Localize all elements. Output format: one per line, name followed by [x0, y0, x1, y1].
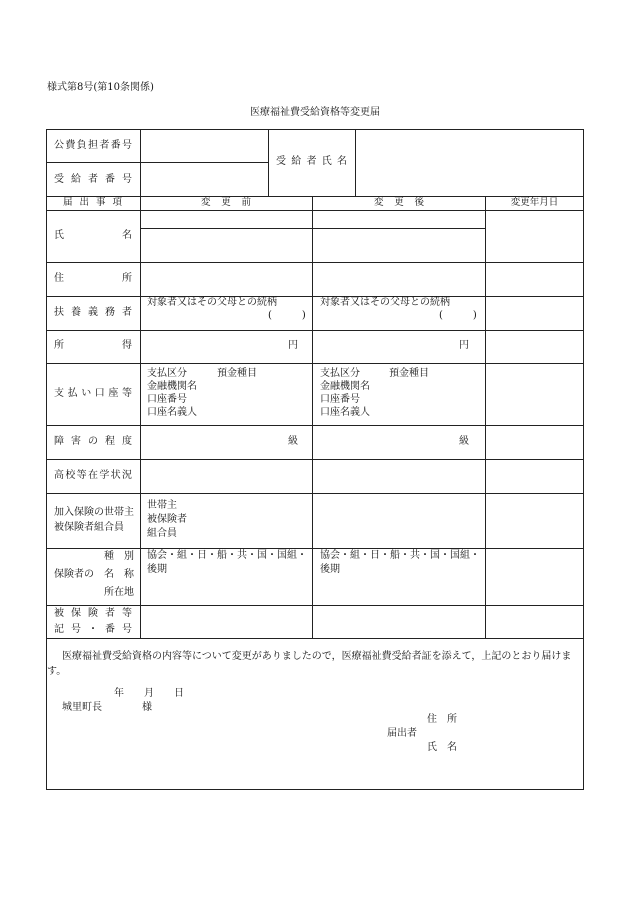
declaration-address-label: 住所 [427, 714, 457, 725]
row-label-insurer-prefix: 保険者の [54, 569, 94, 580]
rule-before-after [312, 196, 313, 638]
form-number: 様式第8号(第10条関係) [47, 82, 154, 93]
declaration-applicant-label: 届出者 [387, 728, 417, 739]
row-label-name: 氏名 [54, 230, 132, 241]
after-guardian-paren: ( ) [439, 310, 477, 321]
rule-columns-bottom [46, 210, 584, 211]
after-deposit-type: 預金種目 [389, 368, 429, 379]
row-label-insurer-address: 所在地 [104, 587, 134, 598]
before-bank-name: 金融機関名 [147, 381, 197, 392]
row-label-insured-line1: 加入保険の世帯主 [54, 507, 134, 518]
declaration-honorific: 様 [142, 702, 152, 713]
before-guardian-paren: ( ) [268, 310, 306, 321]
after-bank-name: 金融機関名 [320, 381, 370, 392]
after-insurer-options: 協会・組・日・船・共・国・国組・ [320, 550, 480, 561]
recipient-number-label: 受給者番号 [54, 174, 132, 185]
after-payment-category: 支払区分 [320, 368, 360, 379]
declaration-statement: 医療福祉費受給資格の内容等について変更がありましたので，医療福祉費受給者証を添えて，上記のとおり届けます。 [47, 651, 572, 677]
before-disability-unit: 級 [288, 436, 298, 447]
after-insurer-options-2: 後期 [320, 564, 340, 575]
after-guardian-relationship: 対象者又はその父母との続柄 [320, 297, 450, 308]
row-label-address: 住所 [54, 273, 132, 284]
row-label-school: 高校等在学状況 [54, 470, 132, 481]
after-disability-unit: 級 [459, 436, 469, 447]
declaration-name-label: 氏名 [427, 742, 457, 753]
before-insured-person: 被保険者 [147, 514, 187, 525]
after-account-holder: 口座名義人 [320, 407, 370, 418]
rule-date-column [485, 196, 486, 638]
rule-header-col [355, 129, 356, 196]
before-account-number: 口座番号 [147, 394, 187, 405]
row-label-insurer-type: 種別 [104, 551, 134, 562]
rule-row [46, 262, 584, 263]
before-payment-category: 支払区分 [147, 368, 187, 379]
rule-label-column [140, 129, 141, 638]
rule-row [46, 548, 584, 549]
payer-number-label: 公費負担者番号 [54, 140, 132, 151]
after-income-unit: 円 [459, 340, 469, 351]
declaration-month: 月 [144, 688, 154, 699]
row-label-guardian: 扶養義務者 [54, 307, 132, 318]
row-label-insured-line2: 被保険者組合員 [54, 522, 124, 533]
form-title: 医療福祉費受給資格等変更届 [250, 107, 380, 118]
rule-table-bottom [46, 638, 584, 639]
before-insurer-options-2: 後期 [147, 564, 167, 575]
column-after: 変更後 [374, 197, 424, 208]
before-income-unit: 円 [288, 340, 298, 351]
before-insurer-options: 協会・組・日・船・共・国・国組・ [147, 550, 307, 561]
rule-row [46, 330, 584, 331]
declaration-addressee: 城里町長 [62, 702, 102, 713]
declaration-year: 年 [114, 688, 124, 699]
before-insured-household-head: 世帯主 [147, 500, 177, 511]
column-item: 届出事項 [63, 197, 122, 208]
column-before: 変更前 [201, 197, 251, 208]
rule-row [46, 459, 584, 460]
recipient-name-label: 受給者氏名 [276, 156, 347, 167]
rule-row [46, 296, 584, 297]
column-date: 変更年月日 [510, 197, 559, 208]
before-guardian-relationship: 対象者又はその父母との続柄 [147, 297, 277, 308]
row-label-insurer-name: 名称 [104, 569, 134, 580]
rule-row [46, 493, 584, 494]
row-label-disability: 障害の程度 [54, 436, 132, 447]
rule-row [46, 363, 584, 364]
after-account-number: 口座番号 [320, 394, 360, 405]
rule-row [46, 605, 584, 606]
row-label-insured-id-line1: 被保険者等 [54, 608, 132, 619]
before-insured-member: 組合員 [147, 528, 177, 539]
rule-header-split [46, 162, 268, 163]
row-label-income: 所得 [54, 340, 132, 351]
rule-row [46, 425, 584, 426]
row-label-account: 支払い口座等 [54, 388, 132, 399]
before-account-holder: 口座名義人 [147, 407, 197, 418]
declaration-day: 日 [174, 688, 184, 699]
rule-header-col [268, 129, 269, 196]
row-label-insured-id-line2: 記号・番号 [54, 624, 132, 635]
before-deposit-type: 預金種目 [217, 368, 257, 379]
